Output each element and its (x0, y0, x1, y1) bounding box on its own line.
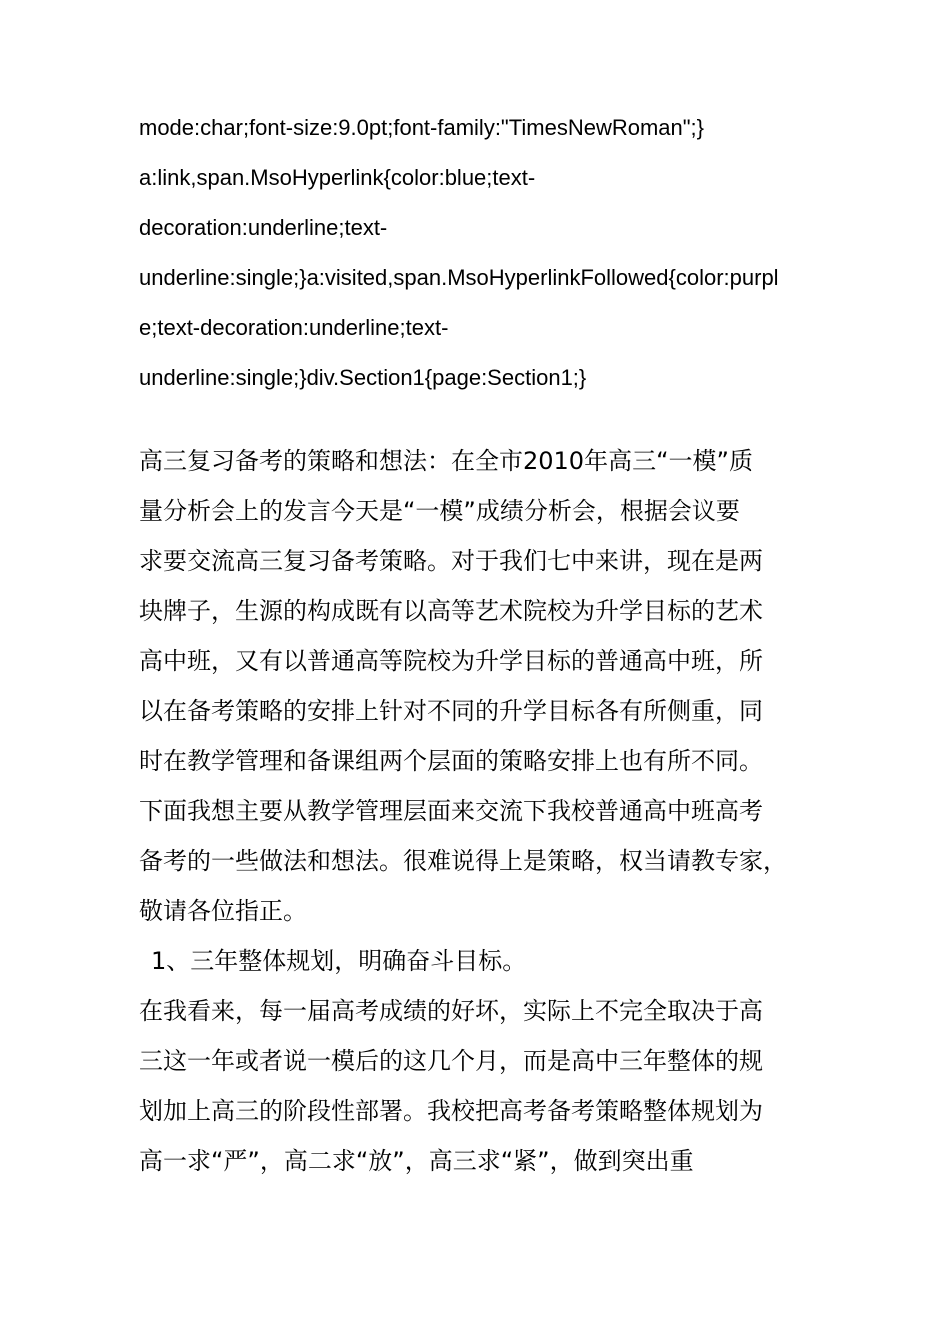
code-line: mode:char;font-size:9.0pt;font-family:"TimesNewRoman";} (139, 115, 705, 140)
paragraph-line: 时在教学管理和备课组两个层面的策略安排上也有所不同。 (139, 747, 763, 775)
paragraph-line: 敬请各位指正。 (139, 897, 307, 925)
paragraph-line: 高三复习备考的策略和想法：在全市2010年高三“一模”质 (139, 447, 753, 475)
css-code-fragment (139, 103, 839, 403)
paragraph-line: 高一求“严”，高二求“放”，高三求“紧”，做到突出重 (139, 1147, 694, 1175)
code-line: a:link,span.MsoHyperlink{color:blue;text- (139, 165, 536, 190)
code-line: underline:single;}div.Section1{page:Section1;} (139, 365, 587, 390)
paragraph-line: 三这一年或者说一模后的这几个月，而是高中三年整体的规 (139, 1047, 763, 1075)
paragraph-line: 下面我想主要从教学管理层面来交流下我校普通高中班高考 (139, 797, 763, 825)
paragraph-line: 高中班，又有以普通高等院校为升学目标的普通高中班，所 (139, 647, 763, 675)
paragraph-line: 量分析会上的发言今天是“一模”成绩分析会，根据会议要 (139, 497, 740, 525)
section-heading: 1、三年整体规划，明确奋斗目标。 (151, 947, 527, 975)
paragraph-line: 划加上高三的阶段性部署。我校把高考备考策略整体规划为 (139, 1097, 763, 1125)
paragraph-line: 求要交流高三复习备考策略。对于我们七中来讲，现在是两 (139, 547, 763, 575)
paragraph-line: 块牌子，生源的构成既有以高等艺术院校为升学目标的艺术 (139, 597, 763, 625)
article-body (139, 436, 839, 1186)
paragraph-line: 以在备考策略的安排上针对不同的升学目标各有所侧重，同 (139, 697, 763, 725)
paragraph-line: 备考的一些做法和想法。很难说得上是策略，权当请教专家， (139, 847, 787, 875)
code-line: underline:single;}a:visited,span.MsoHyperlinkFollowed{color:purpl (139, 265, 779, 290)
code-line: e;text-decoration:underline;text- (139, 315, 449, 340)
code-line: decoration:underline;text- (139, 215, 388, 240)
paragraph-line: 在我看来，每一届高考成绩的好坏，实际上不完全取决于高 (139, 997, 763, 1025)
